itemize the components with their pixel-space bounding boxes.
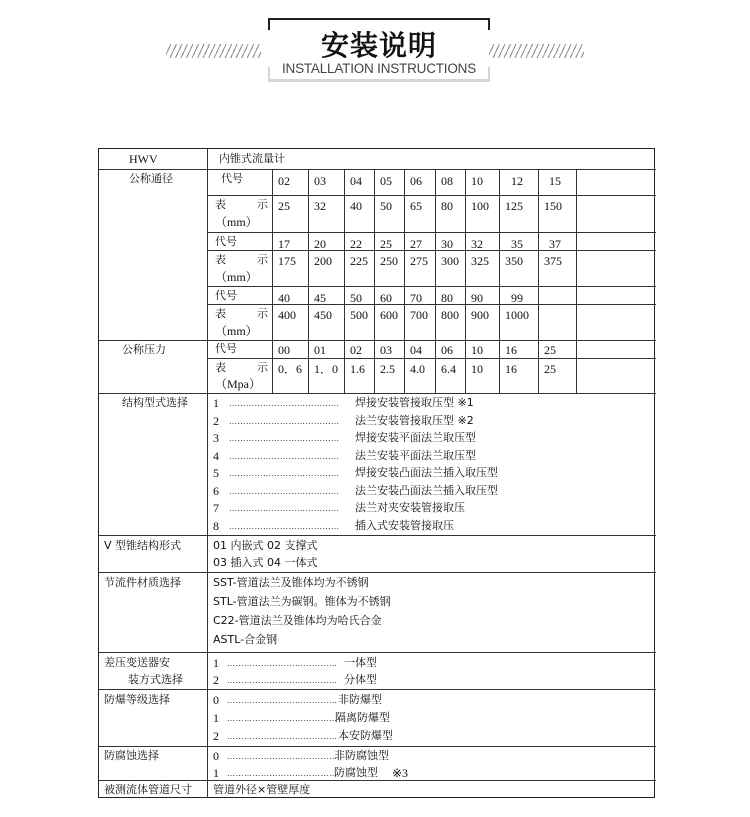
option-text: 焊接安装管接取压型 ※1 — [355, 396, 474, 409]
diameter-value: 150 — [544, 199, 562, 213]
v-cone-option: 03 插入式 04 一体式 — [213, 556, 318, 569]
grid-column-divider — [538, 169, 539, 393]
code-label: 代号 — [221, 172, 243, 185]
grid-column-divider — [272, 169, 273, 393]
diameter-code: 22 — [350, 237, 362, 251]
section-subtitle: INSTALLATION INSTRUCTIONS — [281, 61, 477, 76]
value-label: 表 — [215, 253, 226, 266]
spec-table — [98, 148, 655, 798]
option-code: 1 — [213, 766, 219, 780]
model-code: HWV — [129, 152, 158, 166]
value-label: 表 — [215, 361, 226, 374]
leader-dots: ………………………………… — [227, 769, 338, 778]
diameter-value: 50 — [380, 199, 392, 213]
diameter-value: 25 — [278, 199, 290, 213]
model-name: 内锥式流量计 — [219, 152, 285, 165]
option-text: 防腐蚀型 — [334, 766, 378, 779]
option-code: 3 — [213, 431, 219, 445]
option-code: 7 — [213, 501, 219, 515]
grid-column-divider — [576, 169, 577, 393]
explosion-label: 防爆等级选择 — [104, 693, 170, 706]
diameter-code: 02 — [278, 174, 290, 188]
option-code: 1 — [213, 396, 219, 410]
value-label: 示 — [257, 361, 268, 374]
diameter-value: 900 — [471, 308, 489, 322]
option-text: 焊接安装平面法兰取压型 — [355, 431, 476, 444]
unit-label: （mm） — [215, 215, 258, 229]
material-option: C22-管道法兰及锥体均为哈氏合金 — [213, 614, 382, 627]
leader-dots: ………………………………… — [227, 732, 338, 741]
option-text: 法兰对夹安装管接取压 — [355, 501, 465, 514]
pressure-value: 4.0 — [410, 362, 425, 376]
diameter-code: 20 — [314, 237, 326, 251]
leader-dots: ………………………………… — [229, 434, 340, 443]
diameter-code: 25 — [380, 237, 392, 251]
option-code: 0 — [213, 749, 219, 763]
pressure-code: 03 — [380, 343, 392, 357]
v-cone-label: V 型锥结构形式 — [104, 539, 182, 552]
diameter-value: 80 — [441, 199, 453, 213]
pressure-code: 25 — [544, 343, 556, 357]
diameter-code: 17 — [278, 237, 290, 251]
material-label: 节流件材质选择 — [104, 576, 181, 589]
option-code: 2 — [213, 729, 219, 743]
decorative-hatch-right — [489, 44, 584, 58]
diameter-code: 40 — [278, 291, 290, 305]
sub-row-divider — [207, 304, 656, 305]
value-label: 示 — [257, 198, 268, 211]
pressure-value: 1．0 — [314, 362, 339, 376]
sub-row-divider — [207, 195, 656, 196]
value-label: 示 — [257, 307, 268, 320]
pressure-value: 6.4 — [441, 362, 456, 376]
pressure-code: 02 — [350, 343, 362, 357]
unit-label: （mm） — [215, 324, 258, 338]
diameter-code: 45 — [314, 291, 326, 305]
pressure-value: 0．6 — [278, 362, 303, 376]
diameter-value: 350 — [505, 254, 523, 268]
leader-dots: ………………………………… — [227, 714, 338, 723]
value-label: 表 — [215, 198, 226, 211]
option-text: 焊接安装凸面法兰插入取压型 — [355, 466, 498, 479]
code-label: 代号 — [215, 342, 237, 355]
row-divider — [99, 572, 656, 573]
diameter-code: 60 — [380, 291, 392, 305]
transmitter-label: 差压变送器安 — [104, 656, 170, 669]
row-divider — [99, 652, 656, 653]
column-divider — [207, 149, 208, 798]
diameter-value: 100 — [471, 199, 489, 213]
diameter-value: 1000 — [505, 308, 529, 322]
option-code: 8 — [213, 518, 219, 533]
material-option: SST-管道法兰及锥体均为不锈钢 — [213, 576, 369, 589]
unit-label: （Mpa） — [215, 377, 261, 391]
option-code: 1 — [213, 656, 219, 670]
option-code: 1 — [213, 711, 219, 725]
diameter-code: 05 — [380, 174, 392, 188]
grid-column-divider — [465, 169, 466, 393]
diameter-value: 65 — [410, 199, 422, 213]
diameter-value: 225 — [350, 254, 368, 268]
diameter-code: 12 — [511, 174, 523, 188]
leader-dots: ………………………………… — [229, 486, 340, 496]
decorative-hatch-left — [166, 44, 261, 58]
sub-row-divider — [207, 358, 656, 359]
diameter-value: 40 — [350, 199, 362, 213]
pressure-value: 10 — [471, 362, 483, 376]
corrosion-label: 防腐蚀选择 — [104, 749, 159, 762]
leader-dots: ………………………………… — [227, 676, 338, 685]
option-text: 分体型 — [344, 673, 377, 686]
grid-column-divider — [404, 169, 405, 393]
pressure-value: 25 — [544, 362, 556, 376]
leader-dots: ………………………………… — [229, 451, 340, 461]
leader-dots: ………………………………… — [227, 696, 338, 705]
diameter-value: 400 — [278, 308, 296, 322]
diameter-code: 70 — [410, 291, 422, 305]
grid-column-divider — [435, 169, 436, 393]
pressure-value: 1.6 — [350, 362, 365, 376]
diameter-value: 200 — [314, 254, 332, 268]
diameter-code: 15 — [549, 174, 561, 188]
option-code: 0 — [213, 693, 219, 707]
row-divider — [99, 535, 656, 536]
diameter-code: 35 — [511, 237, 523, 251]
diameter-code: 08 — [441, 174, 453, 188]
diameter-value: 275 — [410, 254, 428, 268]
diameter-value: 800 — [441, 308, 459, 322]
diameter-value: 500 — [350, 308, 368, 322]
pressure-value: 2.5 — [380, 362, 395, 376]
grid-column-divider — [344, 169, 345, 393]
option-code: 6 — [213, 483, 219, 498]
value-label: 表 — [215, 307, 226, 320]
diameter-code: 32 — [471, 237, 483, 251]
diameter-value: 300 — [441, 254, 459, 268]
pressure-code: 16 — [505, 343, 517, 357]
option-code: 2 — [213, 413, 219, 428]
row-divider — [99, 780, 656, 781]
diameter-code: 90 — [471, 291, 483, 305]
option-text: 本安防爆型 — [338, 729, 393, 742]
unit-label: （mm） — [215, 270, 258, 284]
diameter-code: 10 — [471, 174, 483, 188]
option-text: 法兰安装平面法兰取压型 — [355, 448, 476, 462]
option-text: 法兰安装凸面法兰插入取压型 — [355, 483, 498, 497]
pipe-size-label: 被测流体管道尺寸 — [104, 783, 192, 796]
pressure-code: 01 — [314, 343, 326, 357]
diameter-code: 27 — [410, 237, 422, 251]
leader-dots: ………………………………… — [229, 521, 340, 531]
leader-dots: ………………………………… — [229, 416, 340, 426]
diameter-value: 700 — [410, 308, 428, 322]
grid-column-divider — [374, 169, 375, 393]
option-code: 4 — [213, 448, 219, 463]
leader-dots: ………………………………… — [229, 469, 340, 478]
leader-dots: ………………………………… — [227, 752, 338, 761]
grid-column-divider — [499, 169, 500, 393]
option-text: 隔离防爆型 — [335, 711, 390, 724]
sub-row-divider — [207, 232, 656, 233]
pipe-size-value: 管道外径×管壁厚度 — [213, 783, 311, 796]
row-divider — [99, 689, 656, 690]
material-option: STL-管道法兰为碳钢。锥体为不锈钢 — [213, 595, 391, 608]
material-option: ASTL-合金钢 — [213, 633, 278, 646]
leader-dots: ………………………………… — [229, 399, 340, 408]
pressure-code: 10 — [471, 343, 483, 357]
code-label: 代号 — [215, 235, 237, 248]
option-text: 插入式安装管接取压 — [355, 518, 454, 532]
row-divider — [99, 393, 656, 394]
diameter-code: 06 — [410, 174, 422, 188]
diameter-code: 37 — [549, 237, 561, 251]
pressure-code: 06 — [441, 343, 453, 357]
row-divider — [99, 169, 656, 170]
diameter-value: 250 — [380, 254, 398, 268]
diameter-code: 99 — [511, 291, 523, 305]
pressure-value: 16 — [505, 362, 517, 376]
row-divider — [99, 746, 656, 747]
option-text: 非防腐蚀型 — [334, 749, 389, 762]
option-text: 法兰安装管接取压型 ※2 — [355, 413, 474, 427]
leader-dots: ………………………………… — [229, 504, 340, 513]
option-text: 非防爆型 — [338, 693, 382, 706]
transmitter-label: 装方式选择 — [128, 673, 183, 686]
diameter-code: 50 — [350, 291, 362, 305]
diameter-value: 175 — [278, 254, 296, 268]
v-cone-option: 01 内嵌式 02 支撑式 — [213, 539, 318, 552]
diameter-code: 80 — [441, 291, 453, 305]
nominal-diameter-label: 公称通径 — [129, 172, 173, 185]
diameter-value: 600 — [380, 308, 398, 322]
structure-label: 结构型式选择 — [122, 396, 188, 409]
option-code: 2 — [213, 673, 219, 687]
code-label: 代号 — [215, 289, 237, 302]
diameter-code: 30 — [441, 237, 453, 251]
diameter-value: 125 — [505, 199, 523, 213]
row-divider — [99, 340, 656, 341]
section-header — [0, 0, 750, 100]
diameter-value: 325 — [471, 254, 489, 268]
value-label: 示 — [257, 253, 268, 266]
pressure-code: 04 — [410, 343, 422, 357]
leader-dots: ………………………………… — [227, 659, 338, 668]
sub-row-divider — [207, 286, 656, 287]
diameter-value: 450 — [314, 308, 332, 322]
diameter-code: 04 — [350, 174, 362, 188]
nominal-pressure-label: 公称压力 — [122, 343, 166, 356]
diameter-value: 32 — [314, 199, 326, 213]
section-title: 安装说明 — [320, 29, 437, 62]
option-text: 一体型 — [344, 656, 377, 669]
footnote-mark: ※3 — [392, 766, 409, 780]
sub-row-divider — [207, 250, 656, 251]
pressure-code: 00 — [278, 343, 290, 357]
diameter-code: 03 — [314, 174, 326, 188]
grid-column-divider — [308, 169, 309, 393]
option-code: 5 — [213, 466, 219, 480]
diameter-value: 375 — [544, 254, 562, 268]
